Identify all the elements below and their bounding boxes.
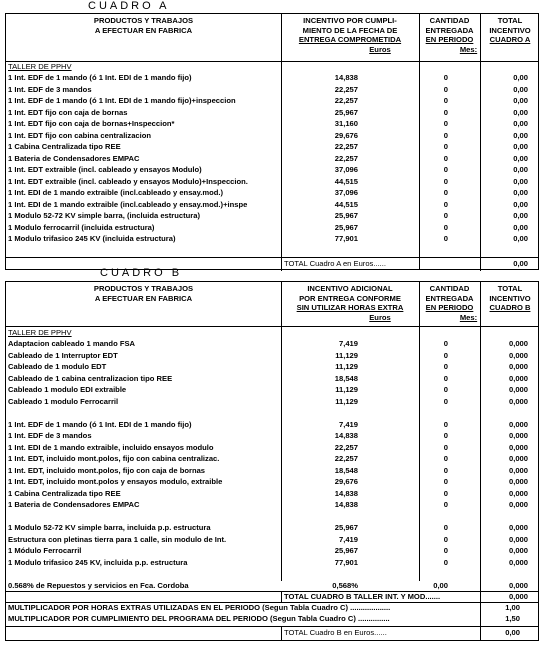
row-incentive: 25,967: [334, 523, 358, 532]
row-total: 0,00: [513, 107, 528, 117]
row-quantity: 0: [443, 176, 448, 186]
row-incentive: 29,676: [334, 477, 358, 486]
row-quantity: 0: [443, 107, 448, 117]
row-description: Estructura con pletinas tierra para 1 calle, sin modulo de Int.: [8, 534, 227, 544]
row-description: Cableado de 1 Interruptor EDT: [8, 350, 118, 360]
row-total: 0,000: [508, 419, 528, 429]
row-incentive: 18,548: [334, 373, 358, 383]
row-incentive: 37,096: [334, 165, 358, 174]
row-quantity: 0: [443, 546, 448, 555]
table-row: [6, 176, 538, 188]
table-row: [6, 84, 538, 96]
row-quantity: 0: [443, 488, 448, 498]
row-total: 0,00: [513, 96, 528, 105]
table-row: [6, 407, 538, 419]
cuadro-b-total-taller-value: 0,000: [508, 592, 528, 601]
table-row: [6, 130, 538, 142]
table-row: [6, 465, 538, 477]
cuadro-a-caption: CUADRO A: [88, 0, 170, 12]
row-incentive: 14,838: [334, 488, 358, 498]
row-incentive: 11,129: [335, 385, 358, 394]
table-row: [6, 557, 538, 569]
row-incentive: 0,568%: [332, 580, 358, 590]
row-description: Cableado 1 modulo EDI extraible: [8, 385, 127, 394]
row-incentive: 25,967: [334, 107, 358, 117]
row-total: 0,000: [508, 465, 528, 475]
table-row: [6, 568, 538, 580]
multiplicador-programa-value: 1,50: [505, 614, 520, 623]
row-incentive: 11,129: [335, 362, 358, 371]
cuadro-b-total-taller-label: TOTAL CUADRO B TALLER INT. Y MOD.......: [284, 592, 441, 601]
cuadro-a-total-band: [6, 257, 538, 271]
table-row: [6, 118, 538, 130]
row-quantity: 0: [443, 188, 448, 197]
row-total: 0,000: [508, 385, 528, 394]
row-quantity: 0: [443, 442, 448, 452]
row-quantity: 0: [443, 84, 448, 94]
row-description: 1 Int. EDF de 1 mando (ó 1 Int. EDI de 1 mando fijo): [8, 419, 192, 429]
cuadro-b-col-quantity: CANTIDAD ENTREGADA EN PERIODO Mes:: [425, 284, 478, 322]
row-description: 1 Int. EDI de 1 mando extraible, incluido ensayos modulo: [8, 442, 214, 452]
row-quantity: 0: [443, 234, 448, 243]
row-description: 1 Int. EDT, incluido mont.polos, fijo con caja de bornas: [8, 465, 206, 475]
row-description: 1 Int. EDF de 3 mandos: [8, 84, 92, 94]
table-row: [6, 233, 538, 245]
row-description: 1 Int. EDT fijo con caja de bornas+Inspeccion*: [8, 119, 175, 128]
row-description: 1 Int. EDI de 1 mando extraible (incl.cableado y ensay.mod.)+inspe: [8, 199, 248, 209]
row-total: 0,00: [513, 222, 528, 232]
table-row: [6, 210, 538, 222]
table-row: [6, 187, 538, 199]
row-quantity: 0: [443, 165, 448, 174]
table-row: [6, 373, 538, 385]
cuadro-b-total-value: 0,00: [505, 628, 520, 637]
row-incentive: 25,967: [334, 211, 358, 220]
row-description: 1 Modulo 52-72 KV simple barra, (incluida estructura): [8, 211, 201, 220]
row-quantity: 0: [443, 431, 448, 440]
table-row: [6, 476, 538, 488]
multiplicador-programa-label: MULTIPLICADOR POR CUMPLIMIENTO DEL PROGRAMA DEL PERIODO (Segun Tabla Cuadro C) ...............: [8, 614, 390, 623]
row-total: 0,000: [508, 454, 528, 463]
row-description: 1 Int. EDT, incluido mont.polos, fijo con cabina centralizac.: [8, 454, 220, 463]
table-row: [6, 511, 538, 523]
table-row: [6, 95, 538, 107]
row-incentive: 14,838: [334, 431, 358, 440]
table-row: [6, 396, 538, 408]
row-quantity: 0: [443, 385, 448, 394]
row-description: 1 Módulo Ferrocarril: [8, 546, 82, 555]
row-quantity: 0: [443, 130, 448, 140]
table-row: [6, 488, 538, 500]
row-total: 0,00: [513, 119, 528, 128]
row-incentive: 14,838: [334, 500, 358, 509]
row-total: 0,00: [513, 84, 528, 94]
row-total: 0,000: [508, 500, 528, 509]
row-incentive: 31,160: [334, 119, 358, 128]
row-total: 0,00: [513, 234, 528, 243]
row-quantity: 0: [443, 454, 448, 463]
row-total: 0,000: [508, 350, 528, 360]
cuadro-a-col-quantity: CANTIDAD ENTREGADA EN PERIODO Mes:: [425, 16, 478, 54]
row-incentive: 7,419: [338, 534, 358, 544]
table-row: [6, 350, 538, 362]
row-incentive: 22,257: [334, 442, 358, 452]
cuadro-a-col-total: TOTAL INCENTIVO CUADRO A: [489, 16, 531, 45]
table-row: [6, 338, 538, 350]
table-row: [6, 545, 538, 557]
table-row: [6, 580, 538, 592]
row-total: 0,000: [508, 396, 528, 406]
row-incentive: 77,901: [334, 234, 358, 243]
cuadro-b-total-label: TOTAL Cuadro B en Euros......: [284, 628, 387, 637]
row-description: 1 Int. EDT fijo con cabina centralizacion: [8, 130, 152, 140]
row-total: 0,00: [513, 130, 528, 140]
row-total: 0,00: [513, 176, 528, 186]
row-incentive: 44,515: [334, 176, 358, 186]
row-total: 0,000: [508, 546, 528, 555]
cuadro-a-table: [5, 13, 539, 270]
row-total: 0,000: [508, 373, 528, 383]
row-quantity: 0: [443, 477, 448, 486]
row-incentive: 25,967: [334, 546, 358, 555]
row-description: 1 Int. EDT, incluido mont.polos y ensayos modulo, extraible: [8, 477, 223, 486]
row-total: 0,000: [508, 477, 528, 486]
row-description: 0.568% de Repuestos y servicios en Fca. Cordoba: [8, 580, 189, 590]
row-total: 0,00: [513, 211, 528, 220]
row-incentive: 22,257: [334, 96, 358, 105]
cuadro-b-col-products: PRODUCTOS Y TRABAJOS A EFECTUAR EN FABRICA: [93, 284, 194, 303]
row-description: 1 Bateria de Condensadores EMPAC: [8, 500, 140, 509]
row-total: 0,000: [508, 431, 528, 440]
row-description: Cableado 1 modulo Ferrocarril: [8, 396, 119, 406]
table-row: [6, 384, 538, 396]
row-incentive: 25,967: [334, 222, 358, 232]
cuadro-a-total-label: TOTAL Cuadro A en Euros......: [284, 259, 387, 268]
row-description: 1 Modulo ferrocarril (incluida estructura): [8, 222, 155, 232]
row-incentive: 7,419: [338, 419, 358, 429]
row-quantity: 0: [443, 419, 448, 429]
row-incentive: 7,419: [338, 339, 358, 348]
row-total: 0,000: [508, 339, 528, 348]
row-total: 0,000: [508, 362, 528, 371]
cuadro-b-section: TALLER DE PPHV: [8, 328, 72, 337]
table-row: [6, 222, 538, 234]
multiplicador-horas-label: MULTIPLICADOR POR HORAS EXTRAS UTILIZADAS EN EL PERIODO (Segun Tabla Cuadro C) ...................: [8, 603, 391, 612]
row-quantity: 0: [443, 534, 448, 544]
row-description: 1 Int. EDF de 1 mando (ó 1 Int. EDI de 1 mando fijo): [8, 73, 192, 82]
row-total: 0,00: [513, 73, 528, 82]
row-incentive: 11,129: [335, 396, 358, 406]
row-description: 1 Int. EDF de 3 mandos: [8, 431, 92, 440]
cuadro-a-col-incentive: INCENTIVO POR CUMPLI- MIENTO DE LA FECHA DE ENTREGA COMPROMETIDA Euros: [298, 16, 402, 54]
table-row: [6, 153, 538, 165]
table-row: [6, 522, 538, 534]
row-description: Cableado de 1 modulo EDT: [8, 362, 107, 371]
row-total: 0,000: [508, 534, 528, 544]
row-total: 0,00: [513, 199, 528, 209]
cuadro-b-rows: [6, 338, 538, 591]
row-description: 1 Int. EDT extraible (incl. cableado y ensayos Modulo): [8, 165, 202, 174]
row-description: 1 Cabina Centralizada tipo REE: [8, 488, 121, 498]
row-incentive: 29,676: [334, 130, 358, 140]
row-quantity: 0: [443, 211, 448, 220]
row-quantity: 0: [443, 523, 448, 532]
cuadro-a-rows: [6, 72, 538, 245]
row-total: 0,000: [508, 488, 528, 498]
row-description: 1 Int. EDT extraible (incl. cableado y ensayos Modulo)+Inspeccion.: [8, 176, 248, 186]
row-quantity: 0: [443, 557, 448, 567]
row-incentive: 18,548: [334, 465, 358, 475]
row-description: 1 Int. EDI de 1 mando extraible (incl.cableado y ensay.mod.): [8, 188, 224, 197]
row-description: 1 Int. EDT fijo con caja de bornas: [8, 107, 128, 117]
cuadro-b-col-total: TOTAL INCENTIVO CUADRO B: [489, 284, 531, 313]
cuadro-a-section: TALLER DE PPHV: [8, 62, 72, 71]
table-row: [6, 164, 538, 176]
table-row: [6, 453, 538, 465]
row-description: Adaptacion cableado 1 mando FSA: [8, 339, 136, 348]
row-incentive: 37,096: [334, 188, 358, 197]
row-quantity: 0: [443, 350, 448, 360]
row-description: 1 Bateria de Condensadores EMPAC: [8, 153, 140, 163]
row-quantity: 0: [443, 153, 448, 163]
row-total: 0,00: [513, 165, 528, 174]
table-row: [6, 361, 538, 373]
row-total: 0,000: [508, 523, 528, 532]
row-incentive: 22,257: [334, 142, 358, 151]
row-total: 0,000: [508, 442, 528, 452]
row-quantity: 0,00: [433, 580, 448, 590]
row-incentive: 14,838: [334, 73, 358, 82]
table-row: [6, 141, 538, 153]
row-quantity: 0: [443, 199, 448, 209]
table-row: [6, 534, 538, 546]
row-description: 1 Modulo trifasico 245 KV (incluida estructura): [8, 234, 176, 243]
row-incentive: 77,901: [334, 557, 358, 567]
row-quantity: 0: [443, 465, 448, 475]
row-total: 0,00: [513, 153, 528, 163]
row-incentive: 22,257: [334, 153, 358, 163]
multiplicador-horas-value: 1,00: [505, 603, 520, 612]
row-quantity: 0: [443, 373, 448, 383]
row-description: 1 Int. EDF de 1 mando (ó 1 Int. EDI de 1 mando fijo)+inspeccion: [8, 96, 236, 105]
table-row: [6, 72, 538, 84]
table-row: [6, 499, 538, 511]
row-quantity: 0: [443, 339, 448, 348]
row-incentive: 44,515: [334, 199, 358, 209]
table-row: [6, 107, 538, 119]
row-quantity: 0: [443, 222, 448, 232]
cuadro-b-caption: CUADRO B: [100, 267, 183, 279]
row-quantity: 0: [443, 73, 448, 82]
cuadro-b-table: [5, 281, 539, 641]
row-description: 1 Modulo trifasico 245 KV, incluida p.p. estructura: [8, 557, 188, 567]
row-incentive: 11,129: [335, 350, 358, 360]
row-incentive: 22,257: [334, 454, 358, 463]
row-quantity: 0: [443, 500, 448, 509]
cuadro-a-total-value: 0,00: [513, 259, 528, 268]
row-quantity: 0: [443, 96, 448, 105]
row-quantity: 0: [443, 119, 448, 128]
table-row: [6, 199, 538, 211]
cuadro-b-col-incentive: INCENTIVO ADICIONAL POR ENTREGA CONFORME SIN UTILIZAR HORAS EXTRA Euros: [296, 284, 404, 322]
row-quantity: 0: [443, 142, 448, 151]
row-description: Cableado de 1 cabina centralizacion tipo REE: [8, 373, 173, 383]
row-total: 0,00: [513, 142, 528, 151]
row-total: 0,00: [513, 188, 528, 197]
cuadro-a-col-products: PRODUCTOS Y TRABAJOS A EFECTUAR EN FABRICA: [93, 16, 194, 35]
row-quantity: 0: [443, 362, 448, 371]
table-row: [6, 430, 538, 442]
row-description: 1 Modulo 52-72 KV simple barra, incluida p.p. estructura: [8, 523, 211, 532]
row-incentive: 22,257: [334, 84, 358, 94]
row-description: 1 Cabina Centralizada tipo REE: [8, 142, 121, 151]
table-row: [6, 419, 538, 431]
row-total: 0,000: [508, 580, 528, 590]
row-quantity: 0: [443, 396, 448, 406]
row-total: 0,000: [508, 557, 528, 567]
table-row: [6, 442, 538, 454]
